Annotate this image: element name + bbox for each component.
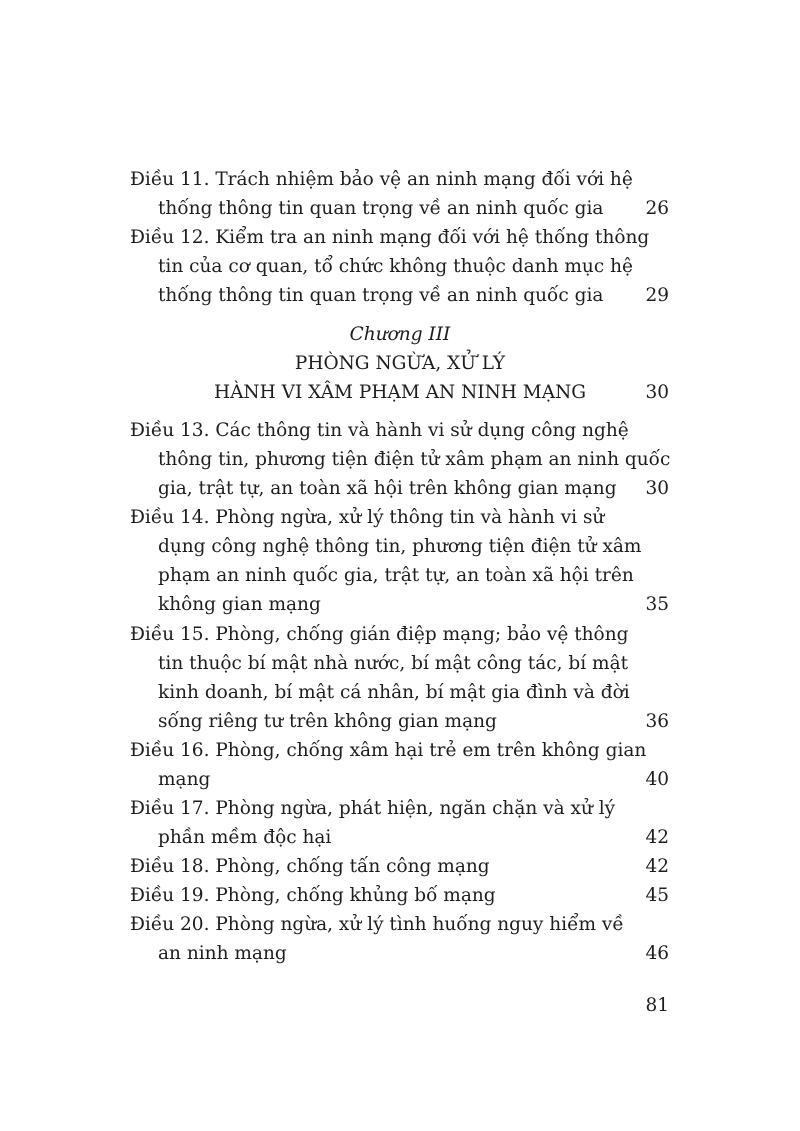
page-number: 30 bbox=[645, 478, 669, 499]
toc-entry-13-line-3: gia, trật tự, an toàn xã hội trên không gian mạng 30 bbox=[0, 474, 800, 503]
toc-entry-14-line-2: dụng công nghệ thông tin, phương tiện điện tử xâm bbox=[158, 536, 642, 557]
toc-entry-17-line-2: phần mềm độc hại 42 bbox=[0, 823, 800, 852]
page-number: 29 bbox=[645, 285, 669, 306]
page-number: 35 bbox=[645, 594, 669, 615]
toc-entry-14-line-3: phạm an ninh quốc gia, trật tự, an toàn xã hội trên bbox=[158, 565, 634, 586]
toc-entry-20-line-1: Điều 20. Phòng ngừa, xử lý tình huống nguy hiểm về bbox=[130, 914, 624, 935]
toc-entry-15-line-4: sống riêng tư trên không gian mạng 36 bbox=[0, 707, 800, 736]
toc-entry-11-line-2: thống thông tin quan trọng về an ninh quốc gia 26 bbox=[0, 194, 800, 223]
page-number: 45 bbox=[645, 885, 669, 906]
toc-entry-14-line-1: Điều 14. Phòng ngừa, xử lý thông tin và hành vi sử bbox=[130, 507, 605, 528]
page-number: 40 bbox=[645, 769, 669, 790]
toc-entry-18-line-1: Điều 18. Phòng, chống tấn công mạng 42 bbox=[0, 852, 800, 881]
page-number: 36 bbox=[645, 711, 669, 732]
chapter-title-line-2: HÀNH VI XÂM PHẠM AN NINH MẠNG 30 bbox=[0, 378, 800, 407]
toc-entry-15-line-3: kinh doanh, bí mật cá nhân, bí mật gia đình và đời bbox=[158, 682, 630, 703]
page-number: 42 bbox=[645, 827, 669, 848]
toc-entry-12-line-3: thống thông tin quan trọng về an ninh quốc gia 29 bbox=[0, 281, 800, 310]
toc-entry-15-line-2: tin thuộc bí mật nhà nước, bí mật công tác, bí mật bbox=[158, 653, 629, 674]
toc-entry-12-line-1: Điều 12. Kiểm tra an ninh mạng đối với hệ thống thông bbox=[130, 227, 650, 248]
toc-entry-17-line-1: Điều 17. Phòng ngừa, phát hiện, ngăn chặn và xử lý bbox=[130, 798, 616, 819]
toc-entry-14-line-4: không gian mạng 35 bbox=[0, 590, 800, 619]
toc-entry-16-line-2: mạng 40 bbox=[0, 765, 800, 794]
toc-entry-13-line-2: thông tin, phương tiện điện tử xâm phạm an ninh quốc bbox=[158, 449, 671, 470]
toc-entry-12-line-2: tin của cơ quan, tổ chức không thuộc danh mục hệ bbox=[158, 256, 633, 277]
page-number: 26 bbox=[645, 198, 669, 219]
chapter-label: Chương III bbox=[349, 324, 451, 345]
toc-entry-15-line-1: Điều 15. Phòng, chống gián điệp mạng; bảo vệ thông bbox=[130, 624, 629, 645]
page-number: 46 bbox=[645, 943, 669, 964]
toc-entry-16-line-1: Điều 16. Phòng, chống xâm hại trẻ em trên không gian bbox=[130, 740, 647, 761]
chapter-title-line-1: PHÒNG NGỪA, XỬ LÝ bbox=[294, 353, 506, 374]
toc-entry-20-line-2: an ninh mạng 46 bbox=[0, 939, 800, 968]
page-number: 42 bbox=[645, 856, 669, 877]
page-folio: 81 bbox=[645, 995, 669, 1016]
toc-entry-19-line-1: Điều 19. Phòng, chống khủng bố mạng 45 bbox=[0, 881, 800, 910]
toc-entry-13-line-1: Điều 13. Các thông tin và hành vi sử dụng công nghệ bbox=[130, 420, 629, 441]
page-number: 30 bbox=[645, 382, 669, 403]
toc-entry-11-line-1: Điều 11. Trách nhiệm bảo vệ an ninh mạng đối với hệ bbox=[130, 169, 633, 190]
